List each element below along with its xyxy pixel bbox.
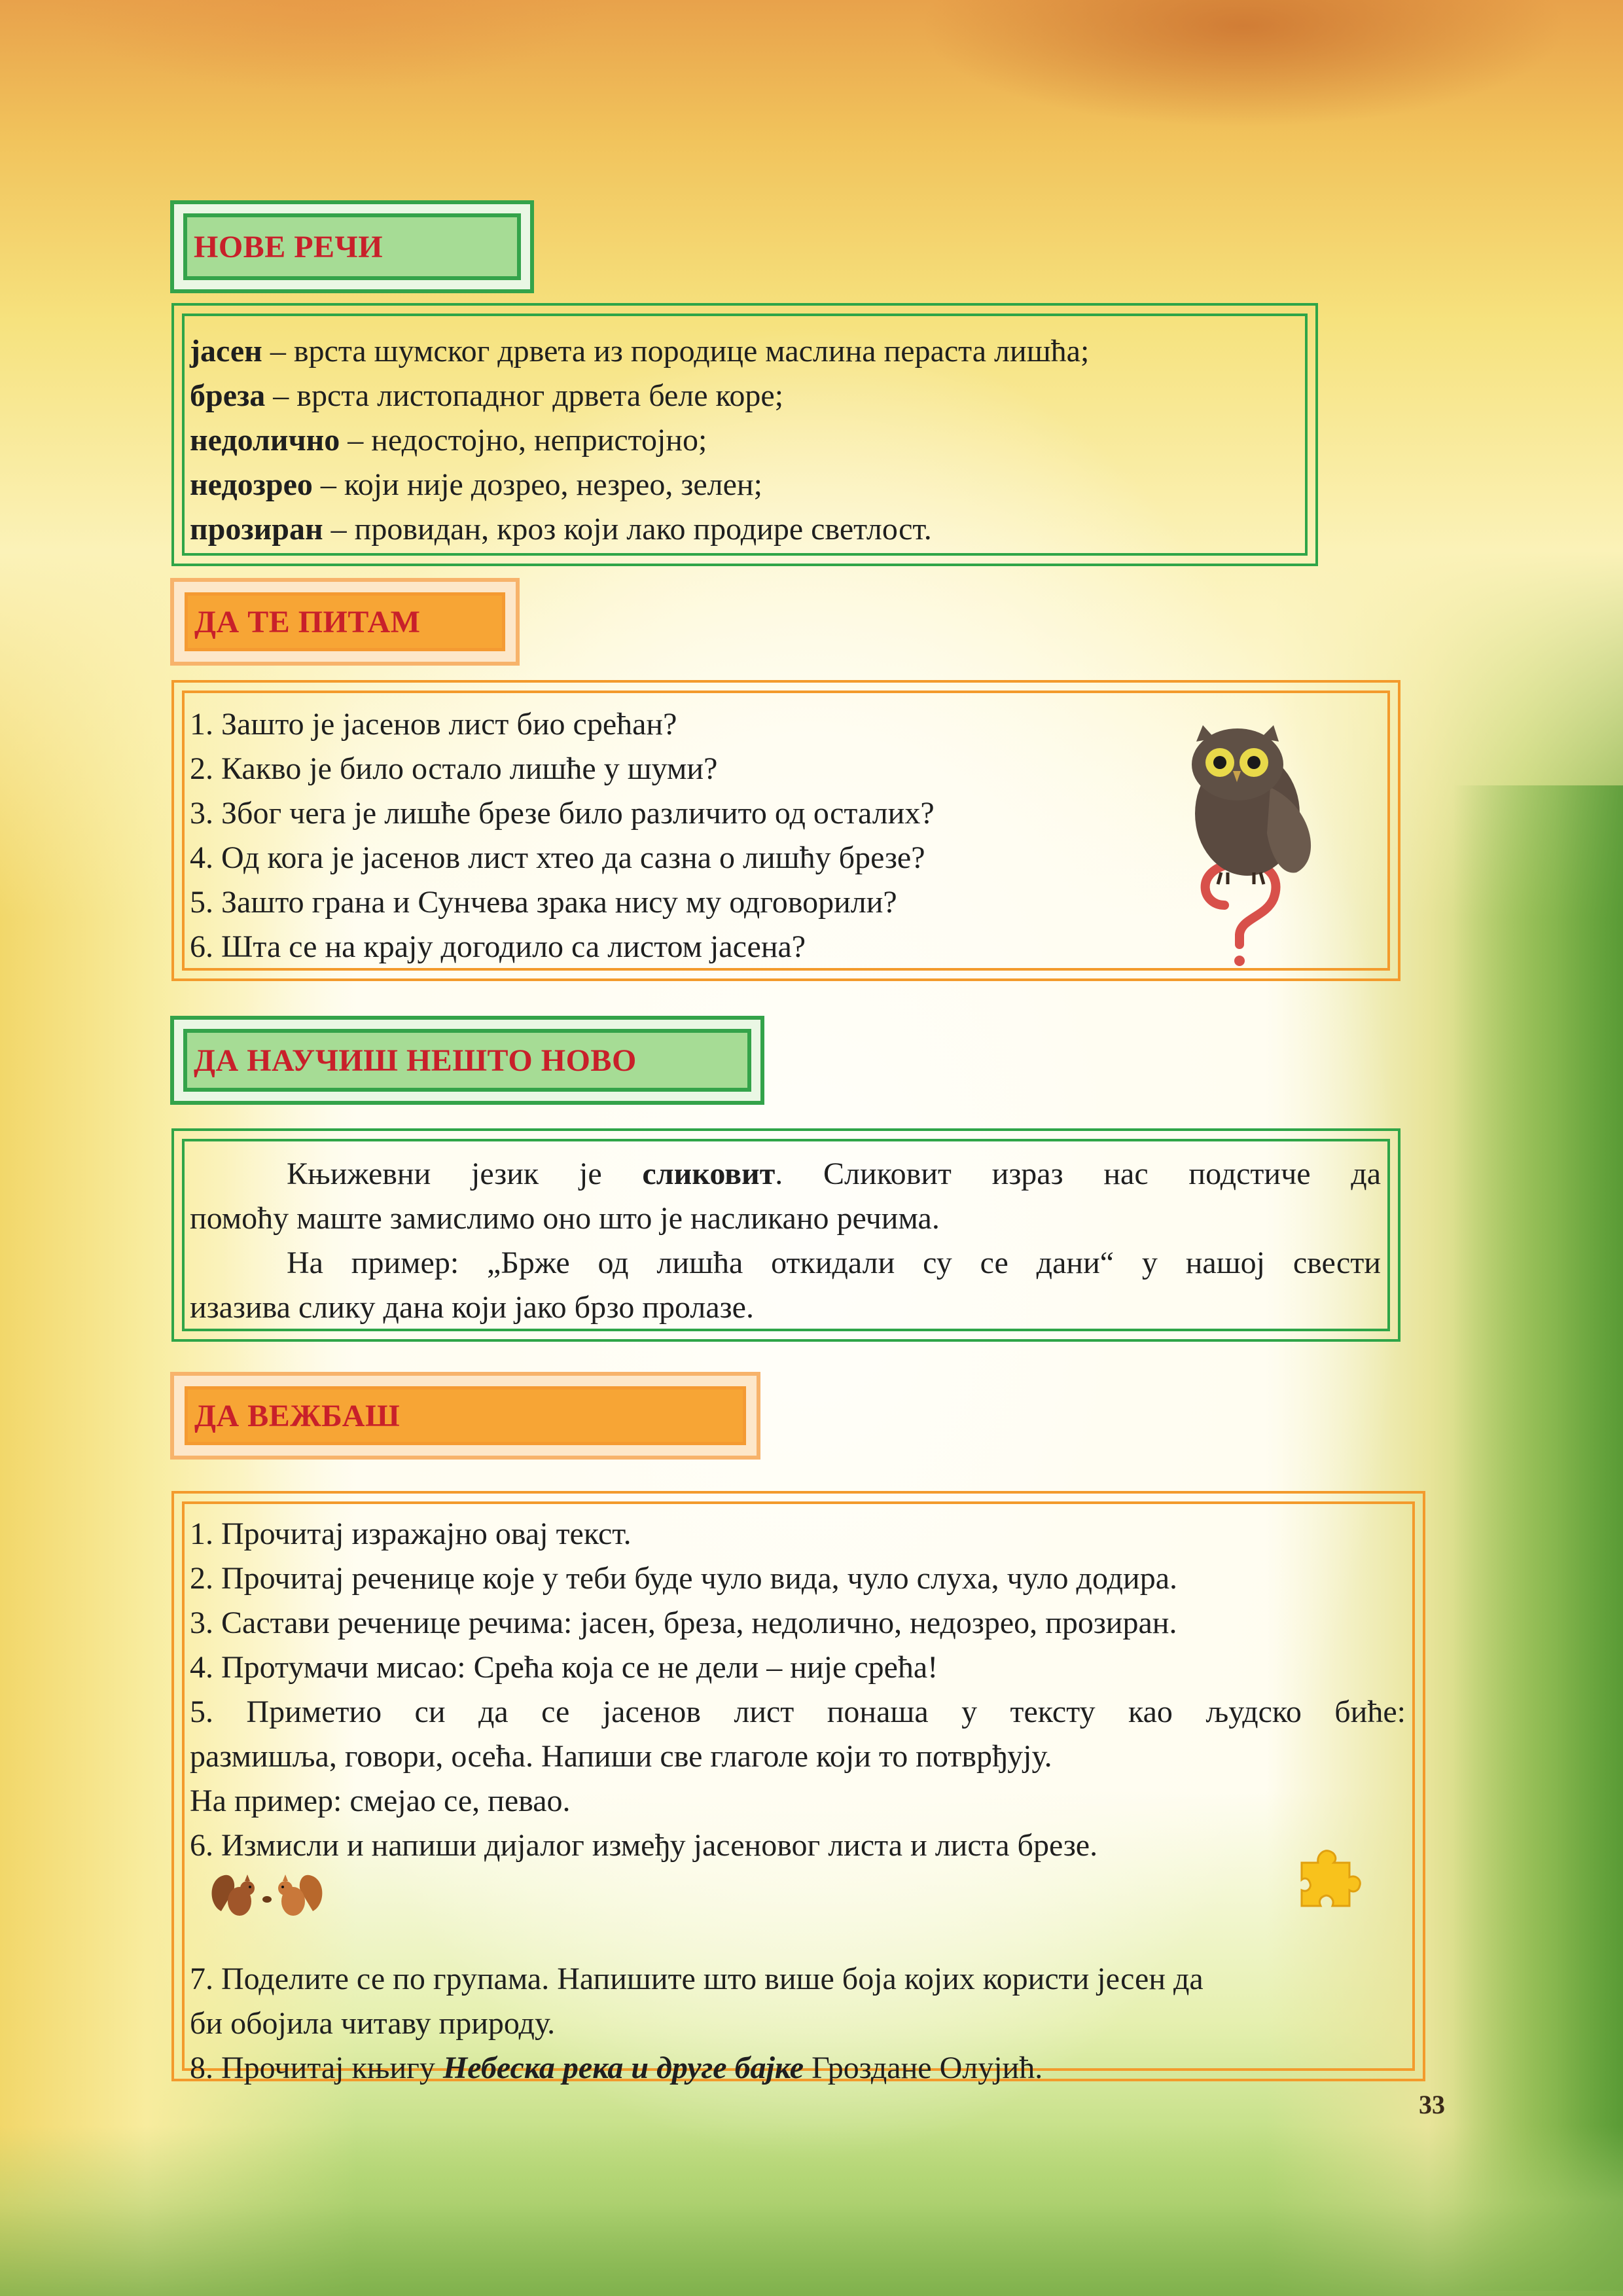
learn-paragraph-2-line-2: изазива слику дана који јако брзо пролазе. xyxy=(190,1290,754,1325)
ask-header xyxy=(170,578,520,666)
practice-box xyxy=(171,1491,1425,2085)
question-item: 2. Какво је било остало лишће у шуми? xyxy=(190,751,718,786)
new-words-header xyxy=(170,200,534,293)
task-item-continuation: би обојила читаву природу. xyxy=(190,2006,556,2041)
questions-box xyxy=(171,680,1400,981)
task-item: 1. Прочитај изражајно овај текст. xyxy=(190,1516,632,1551)
watercolor-top-wash xyxy=(0,0,1623,196)
new-words-box xyxy=(171,303,1318,566)
definition-item: недолично – недостојно, непристојно; xyxy=(190,423,707,457)
task-item: 7. Поделите се по групама. Напишите што више боја којих користи јесен да xyxy=(190,1962,1204,1996)
task-item: 3. Састави реченице речима: јасен, бреза, недолично, недозрео, прозиран. xyxy=(190,1605,1177,1640)
task-item-continuation: размишља, говори, осећа. Напиши све глаголе који то потврђују. xyxy=(190,1739,1052,1774)
task-item: 4. Протумачи мисао: Срећа која се не дели – није срећа! xyxy=(190,1650,938,1685)
learn-box xyxy=(171,1128,1400,1342)
learn-title: ДА НАУЧИШ НЕШТО НОВО xyxy=(194,1043,637,1078)
question-item: 6. Шта се на крају догодило са листом јасена? xyxy=(190,929,806,964)
practice-header xyxy=(170,1372,760,1460)
task-item: 5. Приметио си да се јасенов лист понаша у тексту као људско биће: xyxy=(190,1695,1406,1729)
question-item: 4. Од кога је јасенов лист хтео да сазна о лишћу брезе? xyxy=(190,840,925,875)
task-item-continuation: На пример: смејао се, певао. xyxy=(190,1784,571,1818)
ask-title: ДА ТЕ ПИТАМ xyxy=(194,604,421,639)
question-item: 3. Због чега је лишће брезе било различито од осталих? xyxy=(190,796,935,831)
learn-paragraph-2-line-1: На пример: „Брже од лишћа откидали су се дани“ у нашој свести xyxy=(287,1246,1381,1280)
owl-on-question-mark-icon xyxy=(1156,709,1352,971)
question-item: 5. Зашто грана и Сунчева зрака нису му одговорили? xyxy=(190,885,897,920)
task-item: 2. Прочитај реченице које у теби буде чуло вида, чуло слуха, чуло додира. xyxy=(190,1561,1177,1596)
two-squirrels-icon xyxy=(208,1865,326,1924)
learn-header xyxy=(170,1016,764,1105)
watercolor-right-wash xyxy=(1453,785,1623,2291)
definition-item: недозрео – који није дозрео, незрео, зелен; xyxy=(190,467,762,502)
page-number: 33 xyxy=(1419,2090,1445,2119)
learn-paragraph-1-line-2: помоћу маште замислимо оно што је насликано речима. xyxy=(190,1201,940,1236)
task-item: 8. Прочитај књигу Небеска река и друге бајке Гроздане Олујић. xyxy=(190,2051,1043,2085)
question-item: 1. Зашто је јасенов лист био срећан? xyxy=(190,707,677,742)
learn-paragraph-1-line-1: Књижевни језик је сликовит. Сликовит израз нас подстиче да xyxy=(287,1157,1382,1191)
definition-item: бреза – врста листопадног дрвета беле коре; xyxy=(190,378,784,413)
new-words-title: НОВЕ РЕЧИ xyxy=(194,229,383,264)
definition-item: јасен – врста шумског дрвета из породице маслина пераста лишћа; xyxy=(190,334,1090,368)
definition-item: прозиран – провидан, кроз који лако продире светлост. xyxy=(190,512,932,547)
practice-title: ДА ВЕЖБАШ xyxy=(194,1398,401,1433)
task-item: 6. Измисли и напиши дијалог између јасеновог листа и листа брезе. xyxy=(190,1828,1098,1863)
puzzle-piece-icon xyxy=(1292,1843,1364,1915)
watercolor-bottom-wash xyxy=(0,2126,1623,2296)
